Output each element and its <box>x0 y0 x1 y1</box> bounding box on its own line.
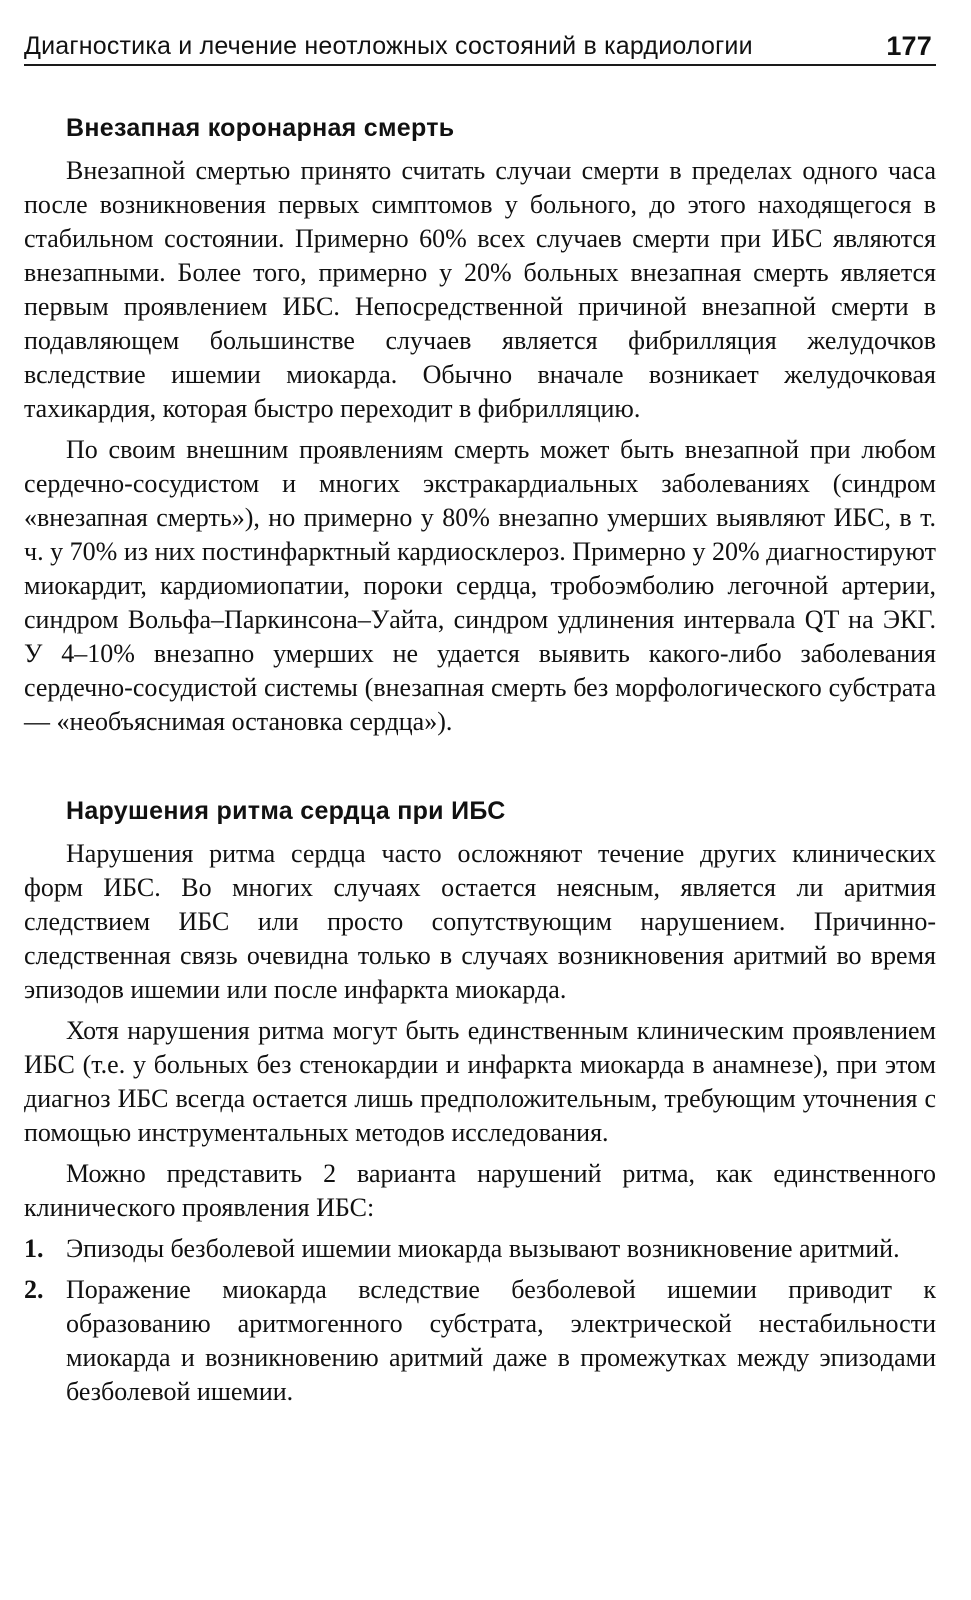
page-number: 177 <box>886 31 932 61</box>
list-item-number: 2. <box>24 1275 44 1304</box>
paragraph: Можно представить 2 варианта нарушений ритма, как единственного клинического проявления ИБС: <box>24 1159 936 1222</box>
section-heading-sudden-death: Внезапная коронарная смерть <box>66 114 455 142</box>
list-item-text: Эпизоды безболевой ишемии миокарда вызывают возникновение аритмий. <box>66 1234 900 1263</box>
section-heading-arrhythmia: Нарушения ритма сердца при ИБС <box>66 797 506 825</box>
running-head <box>24 28 936 66</box>
list-item <box>24 1232 936 1266</box>
list-item-number: 1. <box>24 1234 44 1263</box>
paragraph: Нарушения ритма сердца часто осложняют течение других клинических форм ИБС. Во многих случаях остается неясным, является ли аритмия следствием ИБС или просто сопутствующим нарушением. Причинно-следственная связь очевидна только в случаях возникновения аритмий во время эпизодов ишемии или после инфаркта миокарда. <box>24 839 936 1004</box>
list-item <box>24 1273 936 1409</box>
paragraph: Внезапной смертью принято считать случаи смерти в пределах одного часа после возникновения первых симптомов у больного, до этого находящегося в стабильном состоянии. Примерно 60% всех случаев смерти при ИБС являются внезапными. Более того, примерно у 20% больных внезапная смерть является первым проявлением ИБС. Непосредственной причиной внезапной смерти в подавляющем большинстве случаев является фибрилляция желудочков вследствие ишемии миокарда. Обычно вначале возникает желудочковая тахикардия, которая быстро переходит в фибрилляцию. <box>24 156 936 423</box>
numbered-list <box>24 1232 936 1409</box>
running-title: Диагностика и лечение неотложных состояний в кардиологии <box>24 32 753 60</box>
paragraph: По своим внешним проявлениям смерть может быть внезапной при любом сердечно-сосудистом и многих экстракардиальных заболеваниях (синдром «внезапная смерть»), но примерно у 80% внезапно умерших выявляют ИБС, в т. ч. у 70% из них постинфарктный кардиосклероз. Примерно у 20% диагностируют миокардит, кардиомиопатии, пороки сердца, тробоэмболию легочной артерии, синдром Вольфа–Паркинсона–Уайта, синдром удлинения интервала QT на ЭКГ. У 4–10% внезапно умерших не удается выявить какого-либо заболевания сердечно-сосудистой системы (внезапная смерть без морфологического субстрата — «необъяснимая остановка сердца»). <box>24 435 936 736</box>
paragraph: Хотя нарушения ритма могут быть единственным клиническим проявлением ИБС (т.е. у больных без стенокардии и инфаркта миокарда в анамнезе), при этом диагноз ИБС всегда остается лишь предположительным, требующим уточнения с помощью инструментальных методов исследования. <box>24 1016 936 1147</box>
page-content <box>24 110 936 1416</box>
list-item-text: Поражение миокарда вследствие безболевой ишемии приводит к образованию аритмогенного субстрата, электрической нестабильности миокарда и возникновению аритмий даже в промежутках между эпизодами безболевой ишемии. <box>66 1275 936 1406</box>
